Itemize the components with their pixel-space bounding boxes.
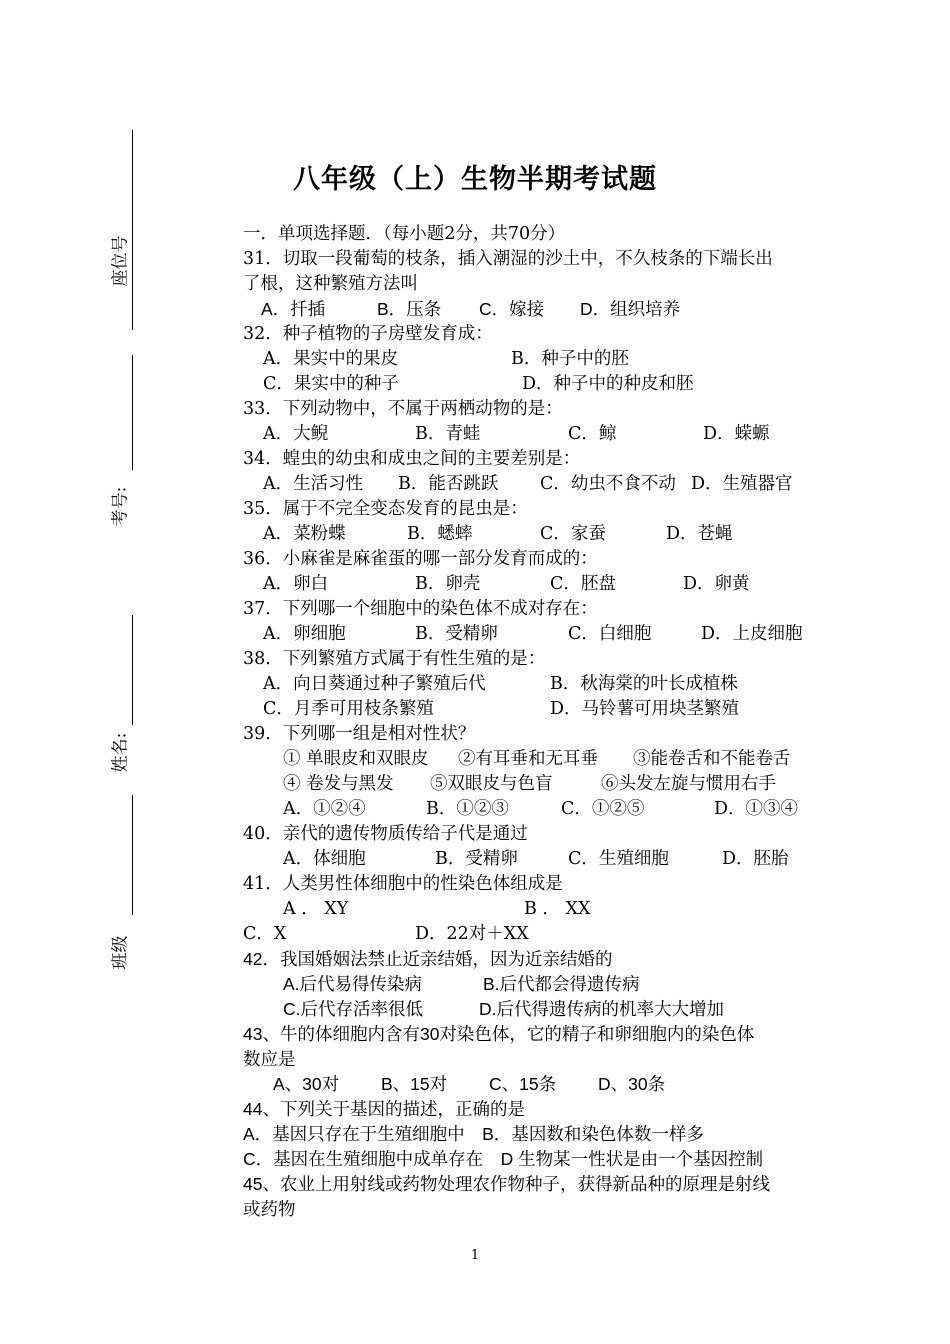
q39-option-c: C．①②⑤ (561, 799, 645, 819)
q39-option-a: A．①②④ (283, 799, 366, 819)
seat-number-label: 座位号 (110, 235, 131, 287)
page-number: 1 (470, 1248, 480, 1263)
q35-option-d: D．苍蝇 (666, 524, 733, 544)
q31-options (243, 297, 813, 322)
q34-option-c: C．幼虫不食不动 (540, 474, 676, 494)
class-underline (132, 795, 133, 915)
q36-option-b: B．卵壳 (415, 574, 481, 594)
q40-option-c: C．生殖细胞 (568, 849, 669, 869)
question-list (243, 222, 813, 1222)
q33-stem: 33．下列动物中，不属于两栖动物的是： (243, 399, 563, 419)
q43-option-a: A、30对 (273, 1074, 340, 1094)
q45-stem-line2: 或药物 (243, 1199, 296, 1219)
q39-option-b: B．①②③ (426, 799, 509, 819)
q37-option-d: D．上皮细胞 (701, 624, 803, 644)
q44-options-cd: C．基因在生殖细胞中成单存在 D 生物某一性状是由一个基因控制 (243, 1149, 764, 1169)
q36-stem: 36．小麻雀是麻雀蛋的哪一部分发育而成的： (243, 549, 598, 569)
q32-option-d: D．种子中的种皮和胚 (522, 374, 694, 394)
q42-option-c: C.后代存活率很低 (283, 999, 423, 1019)
q31-option-a: A．扦插 (261, 299, 326, 319)
q33-option-d: D．蝾螈 (703, 424, 770, 444)
q43-stem-line2: 数应是 (243, 1049, 296, 1069)
q34-option-b: B．能否跳跃 (398, 474, 499, 494)
q33-option-a: A．大鲵 (263, 424, 329, 444)
exam-title: 八年级（上）生物半期考试题 (293, 164, 657, 195)
q37-options (243, 622, 813, 647)
exam-number-underline (132, 355, 133, 470)
q39-item-2: ②有耳垂和无耳垂 (458, 749, 598, 769)
q31-stem-line2: 了根，这种繁殖方法叫 (243, 274, 418, 294)
q44-stem: 44、下列关于基因的描述，正确的是 (243, 1099, 525, 1119)
q39-item-6: ⑥头发左旋与惯用右手 (601, 774, 776, 794)
q43-option-d: D、30条 (598, 1074, 666, 1094)
q31-stem-line1: 31．切取一段葡萄的枝条，插入潮湿的沙土中，不久枝条的下端长出 (243, 249, 773, 269)
q37-stem: 37．下列哪一个细胞中的染色体不成对存在： (243, 599, 598, 619)
q34-stem: 34．蝗虫的幼虫和成虫之间的主要差别是： (243, 449, 581, 469)
q41-option-c: C．X (243, 924, 287, 944)
q38-options-row1 (243, 672, 813, 697)
q39-item-5: ⑤双眼皮与色盲 (430, 774, 553, 794)
q41-options-row2 (243, 922, 813, 947)
q38-option-d: D．马铃薯可用块茎繁殖 (550, 699, 740, 719)
q33-option-c: C．鲸 (568, 424, 617, 444)
q34-option-a: A．生活习性 (263, 474, 364, 494)
q42-option-b: B.后代都会得遗传病 (483, 974, 640, 994)
q35-options (243, 522, 813, 547)
q31-option-d: D．组织培养 (580, 299, 681, 319)
q39-item-1: ① 单眼皮和双眼皮 (283, 749, 429, 769)
q32-option-a: A．果实中的果皮 (263, 349, 399, 369)
q39-items-row2 (243, 772, 813, 797)
q42-options-row1 (243, 972, 813, 997)
q42-stem: 42．我国婚姻法禁止近亲结婚，因为近亲结婚的 (243, 949, 613, 969)
q39-item-4: ④ 卷发与黑发 (283, 774, 394, 794)
q33-option-b: B．青蛙 (415, 424, 481, 444)
q35-option-b: B．蟋蟀 (407, 524, 473, 544)
q31-option-c: C．嫁接 (479, 299, 545, 319)
name-label: 姓名: (110, 732, 131, 773)
q34-options (243, 472, 813, 497)
q42-options-row2 (243, 997, 813, 1022)
q41-option-a: A ． XY (283, 899, 349, 919)
q38-option-c: C．月季可用枝条繁殖 (263, 699, 434, 719)
q39-options (243, 797, 813, 822)
q41-options-row1 (243, 897, 813, 922)
q34-option-d: D．生殖器官 (691, 474, 793, 494)
q37-option-b: B．受精卵 (415, 624, 498, 644)
exam-number-label: 考号: (110, 486, 131, 527)
section-heading: 一．单项选择题．（每小题2分，共70分） (243, 224, 566, 244)
q37-option-c: C．白细胞 (568, 624, 652, 644)
q44-options-ab: A．基因只存在于生殖细胞中 B．基因数和染色体数一样多 (243, 1124, 704, 1144)
q32-stem: 32．种子植物的子房壁发育成： (243, 324, 493, 344)
q39-stem: 39．下列哪一组是相对性状？ (243, 724, 476, 744)
q38-option-a: A．向日葵通过种子繁殖后代 (263, 674, 486, 694)
q35-option-a: A．菜粉蝶 (263, 524, 346, 544)
q36-option-d: D．卵黄 (683, 574, 750, 594)
q35-option-c: C．家蚕 (540, 524, 606, 544)
q38-option-b: B．秋海棠的叶长成植株 (550, 674, 738, 694)
q36-options (243, 572, 813, 597)
q40-options (243, 847, 813, 872)
q41-option-b: B ． XX (524, 899, 591, 919)
q39-option-d: D．①③④ (714, 799, 799, 819)
q35-stem: 35．属于不完全变态发育的昆虫是： (243, 499, 528, 519)
q37-option-a: A．卵细胞 (263, 624, 346, 644)
q43-stem-line1: 43、牛的体细胞内含有30对染色体，它的精子和卵细胞内的染色体 (243, 1024, 755, 1044)
q39-item-3: ③能卷舌和不能卷舌 (633, 749, 791, 769)
q36-option-a: A．卵白 (263, 574, 329, 594)
q42-option-a: A.后代易得传染病 (283, 974, 423, 994)
q36-option-c: C．胚盘 (550, 574, 616, 594)
q40-stem: 40．亲代的遗传物质传给子代是通过 (243, 824, 528, 844)
q39-items-row1 (243, 747, 813, 772)
q42-option-d: D.后代得遗传病的机率大大增加 (479, 999, 724, 1019)
q32-option-b: B．种子中的胚 (511, 349, 629, 369)
q38-options-row2 (243, 697, 813, 722)
q31-option-b: B．压条 (377, 299, 442, 319)
name-underline (132, 615, 133, 725)
q40-option-a: A．体细胞 (283, 849, 366, 869)
q40-option-d: D．胚胎 (722, 849, 789, 869)
q43-option-b: B、15对 (381, 1074, 448, 1094)
q32-options-row2 (243, 372, 813, 397)
q43-options (243, 1072, 813, 1097)
q32-option-c: C．果实中的种子 (263, 374, 399, 394)
q45-stem-line1: 45、农业上用射线或药物处理农作物种子，获得新品种的原理是射线 (243, 1174, 770, 1194)
q41-stem: 41．人类男性体细胞中的性染色体组成是 (243, 874, 563, 894)
q38-stem: 38．下列繁殖方式属于有性生殖的是： (243, 649, 546, 669)
q33-options (243, 422, 813, 447)
q43-option-c: C、15条 (489, 1074, 557, 1094)
q40-option-b: B．受精卵 (435, 849, 518, 869)
q41-option-d: D．22对＋XX (415, 924, 529, 944)
class-label: 班级 (110, 935, 131, 970)
q32-options-row1 (243, 347, 813, 372)
